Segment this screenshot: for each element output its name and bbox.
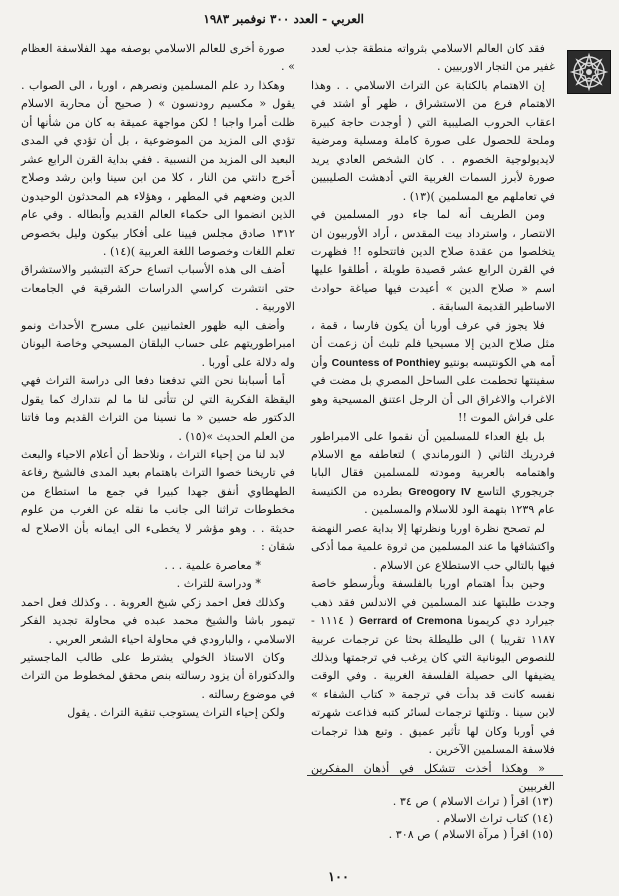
text-run: وحين بدأ اهتمام اوربا بالفلسفة وبأرسطو خاصة وجدت طلبتها عند المسلمين في الاندلس فقد ذهب جيرارد دي كريمونا bbox=[311, 577, 556, 628]
paragraph: صورة أخرى للعالم الاسلامي بوصفه مهد الفلاسفة العظام » . bbox=[21, 42, 295, 74]
paragraph: « وهكذا أخذت تتشكل في أذهان المفكرين الغربيين bbox=[311, 761, 555, 794]
text-run: بل بلغ العداء للمسلمين أن نقموا على الامبراطور فردريك الثاني ( النورماندي ) لتعاطفه مع الاسلام واهتمامه بالعربية ومودته للمسلمين فقال البابا جريجوري التاسع bbox=[311, 429, 555, 498]
page-number: ١٠٠ bbox=[328, 870, 349, 885]
bullet-item: * ودراسة للتراث . bbox=[176, 577, 261, 591]
paragraph: ومن الطريف أنه لما جاء دور المسلمين في الانتصار ، واسترداد بيت المقدس ، أراد الأوربيون ان يتخلصوا من عقدة صلاح الدين فاتتحلوه !! فظهرت في القرن الرابع عشر قصيدة طويلة ، أطلقوا عليها اسم « صلاح الدين » أعيدت فيها صياغة حوادث الاساطير القديمة السابقة . bbox=[311, 208, 555, 314]
text-run: ( ١١١٤ - ١١٨٧ تقريبا ) الى طليطلة بحثا عن ترجمات عربية للنصوص اليونانية التي كان يرغب في ترجمتها وبذلك يضيفها الى حصيلة الفلسفة الغربية . وفي الوقت نفسه كانت قد بدأت في ترجمة « كتاب الشفاء » لابن سينا . وتلتها ترجمات لسائر كتبه فذاعت شهرته في أوربا وكان لها تأثير عميق . وتبع هذا ترجمات فلاسفة المسلمين الآخرين . bbox=[311, 614, 555, 757]
text-run: فلا يجوز في عرف أوربا أن يكون فارسا ، قمة ، مثل صلاح الدين إلا مسيحيا فلم تلبث أن زعمت أن أمه هي الكونتيسه بونتيو bbox=[311, 318, 555, 369]
paragraph: وأضف اليه ظهور العثمانيين على مسرح الأحداث ونمو امبراطوريتهم على حساب البلقان المسيحي وخاصة اليونان وله دلالة على أوربا . bbox=[21, 318, 295, 369]
text-run: بطرده من الكنيسة عام ١٢٣٩ بتهمة الود للاسلام والمسلمين . bbox=[311, 484, 555, 517]
latin-name: Gerrard of Cremona bbox=[358, 615, 463, 628]
paragraph bbox=[311, 428, 555, 520]
latin-name: Countess of Ponthiey bbox=[331, 356, 441, 369]
paragraph: وكان الاستاذ الخولي يشترط على طالب الماجستير والدكتوراة أن يزود رسالته بنص محقق لمخطوط من التراث في موضوع رسالته . bbox=[21, 650, 295, 701]
paragraph: أما أسبابنا نحن التي تدفعنا دفعا الى دراسة التراث فهي اليقظة الفكرية التي لن تتأتى لنا ما لم نتدارك كما يقول الدكتور طه حسين « ما نسينا من التراث القديم وما فاتنا من العلم الحديث »(١٥) . bbox=[21, 374, 295, 443]
paragraph: ولكن إحياء التراث يستوجب تنقية التراث . يقول bbox=[67, 706, 285, 720]
left-column bbox=[21, 40, 295, 723]
footnote-divider bbox=[307, 775, 563, 776]
paragraph bbox=[311, 317, 555, 428]
paragraph bbox=[311, 575, 555, 760]
paragraph: أضف الى هذه الأسباب اتساع حركة التبشير والاستشراق حتى انتشرت كراسي الدراسات الشرقية في الجامعات الاوربية . bbox=[21, 263, 295, 314]
latin-name: Greogory IV bbox=[408, 485, 471, 498]
paragraph: لابد لنا من إحياء التراث ، ونلاحظ أن أعلام الاحياء والبعث في تاريخنا خصوا التراث باهتمام بعيد المدى فالشيخ رفاعة الطهطاوي أنفق جهدا كبيرا في جمع ما استطاع من مخطوطات تراثنا الى جانب ما نقله عن الغرب من علوم حديثة . . وهو مؤشر لا يخطىء الى ايمانه بأن الاصلاح له شقان : bbox=[21, 447, 295, 554]
text-run: وأن سفينتها تحطمت على الساحل المصري بل مضت في الاغراب والاغراق الى أن الرجل اعتنق المسيحية وهو على فراش الموت !! bbox=[311, 355, 555, 425]
paragraph: وهكذا رد علم المسلمين ونصرهم ، اوربا ، الى الصواب . يقول « مكسيم رودنسون » ( صحيح أن محاربة الاسلام ظلت أمرا واجبا ! لكن مواجهة عميقة به كان من شأنها أن تؤدي الى المزيد من الموضوعية ، بل أن تؤدي في المدى البعيد الى المزيد من النسبية . ففي بداية القرن الرابع عشر أخرج دانتي من النار ، كلا من ابن سينا وابن رشد وصلاح الدين وضعهم في المطهر ، وهؤلاء هم المحدثون الوحيدون الذين انضموا الى حكماء العالم القديم وأبطاله . وفي عام ١٣١٢ صادق مجلس فيينا على أفكار بيكون وليل بخصوص تعلم اللغات وخصوصا اللغة العربية )(١٤) . bbox=[21, 78, 295, 258]
bullet-item: * معاصرة علمية . . . bbox=[164, 558, 261, 572]
paragraph: لم تصحح نظرة اوربا ونظرتها إلا بداية عصر النهضة واكتشافها ما عند المسلمين من ثروة علمية مما أذكى فيها بالتالي حب الاستطلاع عن الاسلام . bbox=[311, 521, 555, 572]
arabesque-ornament-icon bbox=[567, 50, 611, 94]
paragraph: وكذلك فعل احمد زكي شيخ العروبة . . وكذلك فعل احمد تيمور باشا والشيخ محمد عبده في محاولة تجديد الفكر الاسلامي ، والبارودي في محاولة احياء الشعر العربي . bbox=[21, 595, 295, 646]
paragraph: إن الاهتمام بالكتابة عن التراث الاسلامي . . وهذا الاهتمام فرع من الاستشراق ، ظهر أو اشتد في اعقاب الحروب الصليبية التي ( أوجدت حاجة كبيرة وملحة للحصول على صورة كاملة ومسلية ومرضية لايديولوجية الخصوم . . كان الشخص العادي يريد صورة لأبرز السمات الغربية التي أدهشت الصليبيين في تعاملهم مع المسلمين )(١٣) . bbox=[311, 78, 555, 203]
right-column bbox=[311, 40, 555, 797]
paragraph: فقد كان العالم الاسلامي بثرواته منطقة جذب لعدد غفير من التجار الاوربيين . bbox=[311, 42, 555, 74]
footnotes bbox=[303, 794, 553, 844]
running-head: العربي - العدد ٣٠٠ نوفمبر ١٩٨٣ bbox=[203, 12, 364, 26]
footnote: (١٥) اقرأ ( مرآة الاسلام ) ص ٣٠٨ . bbox=[388, 828, 553, 841]
footnote: (١٤) كتاب تراث الاسلام . bbox=[436, 811, 553, 825]
footnote: (١٣) اقرأ ( تراث الاسلام ) ص ٣٤ . bbox=[392, 795, 553, 808]
